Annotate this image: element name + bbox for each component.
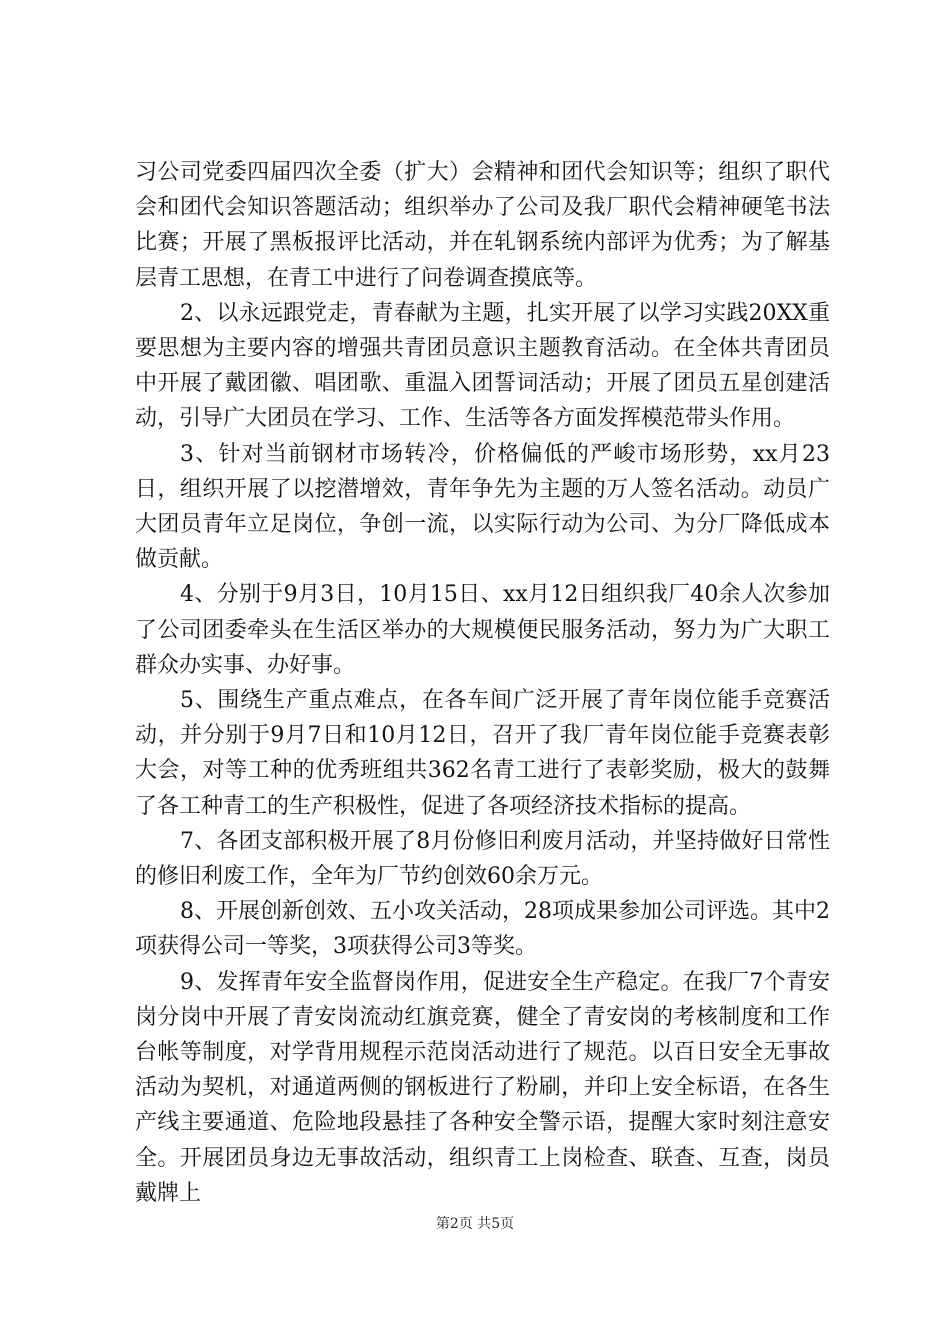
paragraph-continuation: 习公司党委四届四次全委（扩大）会精神和团代会知识等；组织了职代会和团代会知识答题活动；组织举办了公司及我厂职代会精神硬笔书法比赛；开展了黑板报评比活动，并在轧钢系统内部评为优秀；为了解基层青工思想，在青工中进行了问卷调查摸底等。 [135, 160, 830, 291]
page-number: 第2页 共5页 [435, 1216, 515, 1232]
paragraph-item-8: 8、开展创新创效、五小攻关活动，28项成果参加公司评选。其中2项获得公司一等奖，3项获得公司3等奖。 [135, 899, 830, 960]
paragraph-item-4: 4、分别于9月3日，10月15日、xx月12日组织我厂40余人次参加了公司团委牵头在生活区举办的大规模便民服务活动，努力为广大职工群众办实事、办好事。 [135, 582, 830, 678]
paragraph-item-2: 2、以永远跟党走，青春献为主题，扎实开展了以学习实践20XX重要思想为主要内容的增强共青团员意识主题教育活动。在全体共青团员中开展了戴团徽、唱团歌、重温入团誓词活动；开展了团员五星创建活动，引导广大团员在学习、工作、生活等各方面发挥模范带头作用。 [135, 300, 830, 432]
document-body [135, 155, 830, 1211]
paragraph-item-7: 7、各团支部积极开展了8月份修旧利废月活动，并坚持做好日常性的修旧利废工作，全年为厂节约创效60余万元。 [135, 828, 830, 890]
paragraph-item-3: 3、针对当前钢材市场转冷，价格偏低的严峻市场形势，xx月23日，组织开展了以挖潜增效，青年争先为主题的万人签名活动。动员广大团员青年立足岗位，争创一流，以实际行动为公司、为分厂降低成本做贡献。 [135, 441, 830, 573]
paragraph-item-9: 9、发挥青年安全监督岗作用，促进安全生产稳定。在我厂7个青安岗分岗中开展了青安岗流动红旗竞赛，健全了青安岗的考核制度和工作台帐等制度，对学背用规程示范岗活动进行了规范。以百日安全无事故活动为契机，对通道两侧的钢板进行了粉刷，并印上安全标语，在各生产线主要通道、危险地段悬挂了各种安全警示语，提醒大家时刻注意安全。开展团员身边无事故活动，组织青工上岗检查、联查、互查，岗员戴牌上 [135, 969, 830, 1206]
paragraph-item-5: 5、围绕生产重点难点，在各车间广泛开展了青年岗位能手竞赛活动，并分别于9月7日和10月12日，召开了我厂青年岗位能手竞赛表彰大会，对等工种的优秀班组共362名青工进行了表彰奖励，极大的鼓舞了各工种青工的生产积极性，促进了各项经济技术指标的提高。 [135, 688, 830, 819]
page-footer [0, 1214, 950, 1234]
